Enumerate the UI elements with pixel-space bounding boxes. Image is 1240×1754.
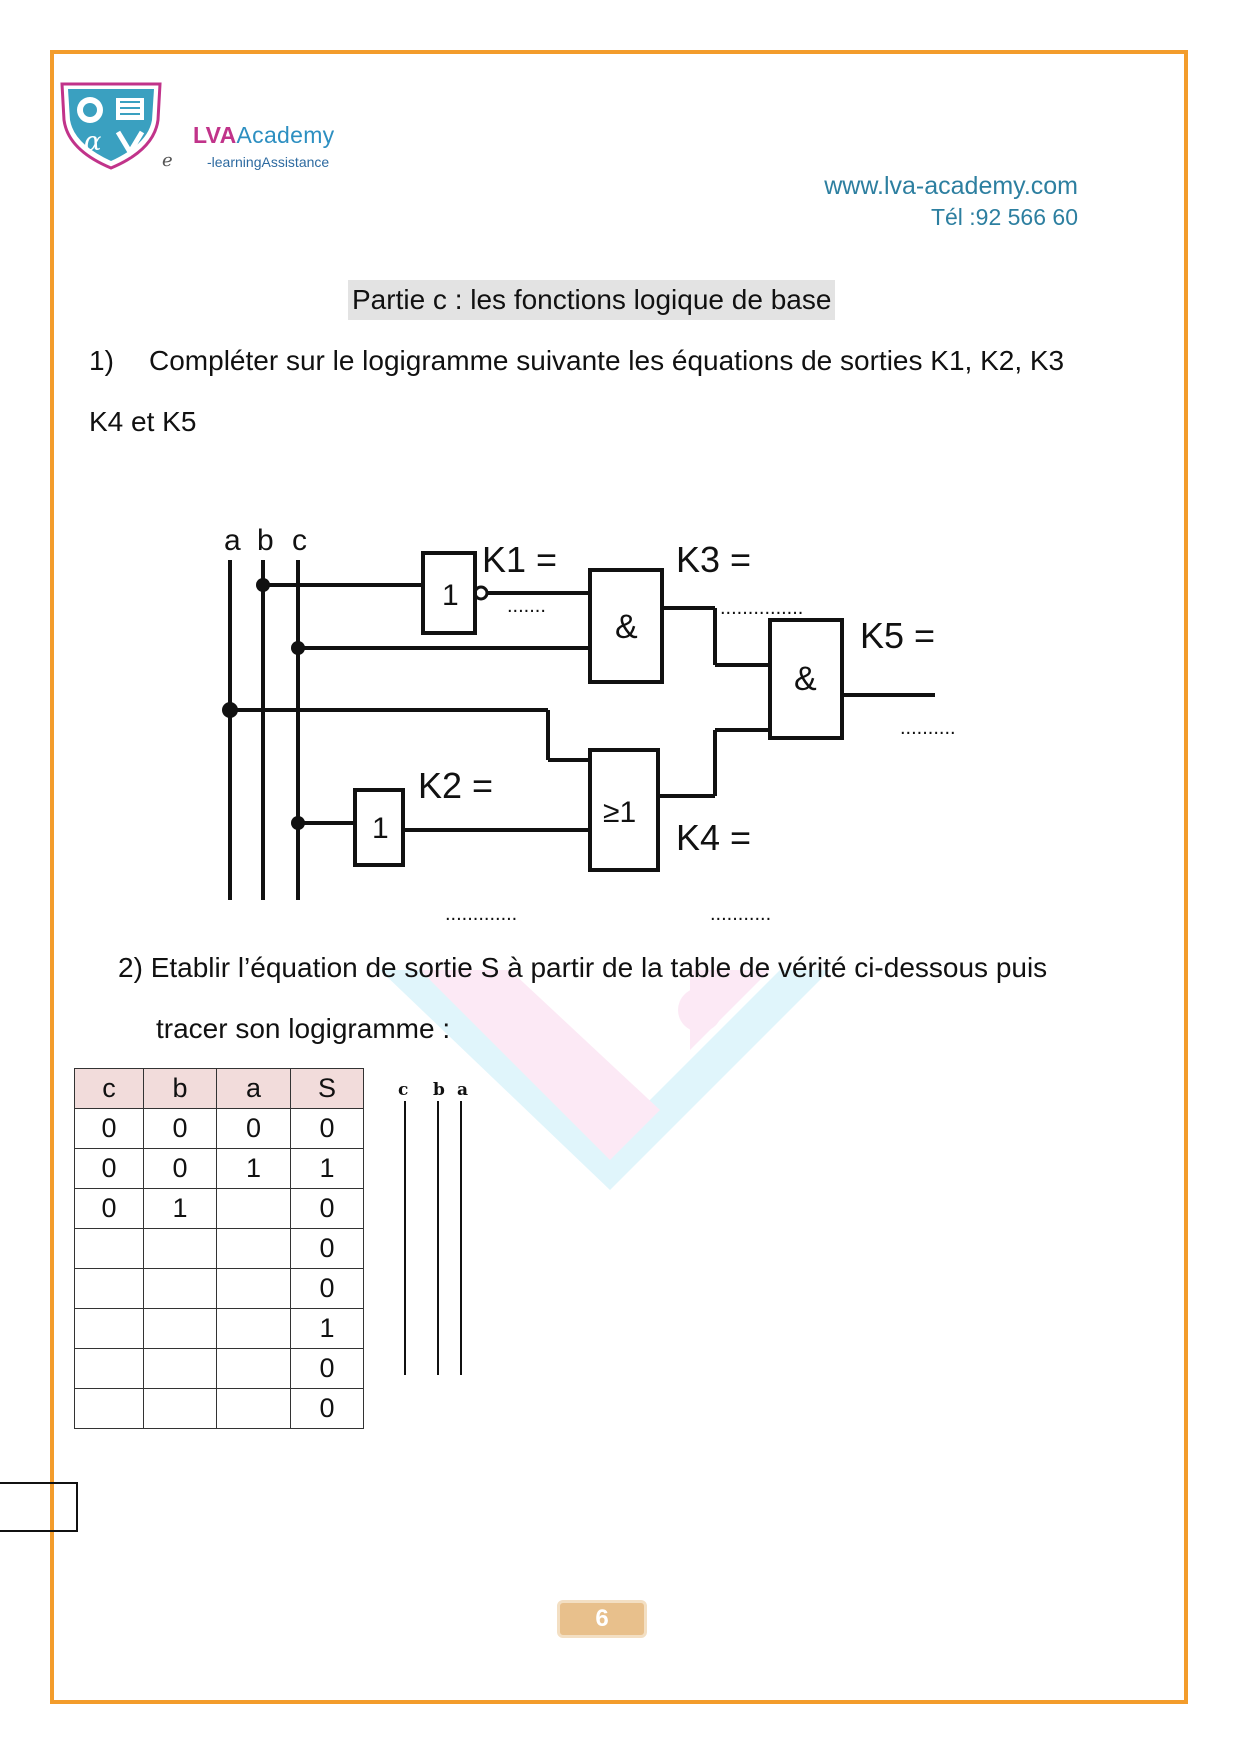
question-2-text: Etablir l’équation de sortie S à partir de la table de vérité ci-dessous puis	[150, 952, 1048, 983]
table-cell[interactable]	[144, 1269, 217, 1309]
lva-logo-icon	[58, 80, 164, 170]
input-label-c: c	[292, 524, 307, 557]
table-cell[interactable]: 0	[217, 1109, 291, 1149]
table-row	[75, 1189, 364, 1229]
question-2	[118, 952, 1047, 984]
gate-k3-symbol: &	[615, 608, 638, 646]
table-cell[interactable]	[217, 1269, 291, 1309]
table-cell[interactable]: 0	[291, 1229, 364, 1269]
question-1-number: 1)	[89, 345, 114, 376]
table-cell[interactable]: 0	[144, 1109, 217, 1149]
section-title: Partie c : les fonctions logique de base	[348, 280, 835, 320]
question-1-text-cont: K4 et K5	[89, 406, 197, 437]
brand-e: e	[162, 150, 173, 171]
k5-blank: ..........	[900, 717, 956, 739]
table-cell[interactable]: 1	[291, 1149, 364, 1189]
question-1	[89, 345, 1064, 377]
logigram-2-inputs	[395, 1075, 485, 1385]
table-cell[interactable]	[144, 1229, 217, 1269]
table-cell[interactable]: 0	[144, 1149, 217, 1189]
k2-blank: .............	[445, 903, 518, 925]
table-cell[interactable]: 1	[291, 1309, 364, 1349]
input-label-b: b	[257, 524, 274, 557]
gate-k1-symbol: 1	[442, 579, 459, 612]
logigram-2-label-b: b	[433, 1080, 445, 1100]
table-cell[interactable]: 1	[144, 1189, 217, 1229]
table-cell[interactable]	[144, 1309, 217, 1349]
table-cell[interactable]: 0	[75, 1189, 144, 1229]
table-cell[interactable]	[217, 1189, 291, 1229]
table-cell[interactable]	[75, 1309, 144, 1349]
table-row	[75, 1149, 364, 1189]
website-link[interactable]: www.lva-academy.com	[824, 172, 1078, 200]
brand-subtitle: -learningAssistance	[207, 154, 330, 170]
k1-blank: .......	[507, 595, 546, 617]
table-cell[interactable]	[217, 1389, 291, 1429]
k2-label: K2 =	[418, 765, 494, 806]
table-cell[interactable]: 0	[291, 1109, 364, 1149]
table-cell[interactable]	[217, 1309, 291, 1349]
k3-blank: ...............	[720, 597, 804, 619]
logigram-2-label-a: a	[457, 1080, 469, 1100]
k3-label: K3 =	[676, 539, 752, 580]
table-cell[interactable]	[144, 1389, 217, 1429]
table-cell[interactable]	[217, 1349, 291, 1389]
header-c: c	[75, 1069, 144, 1109]
side-box	[0, 1482, 78, 1532]
brand-name: LVAAcademy	[193, 122, 335, 148]
question-2-text-cont: tracer son logigramme :	[156, 1013, 451, 1044]
logigram-2-label-c: c	[398, 1080, 409, 1100]
k5-label: K5 =	[860, 615, 936, 656]
header-a: a	[217, 1069, 291, 1109]
page-number: 6	[557, 1600, 647, 1638]
input-label-a: a	[224, 524, 241, 557]
table-row	[75, 1349, 364, 1389]
phone-number: Tél :92 566 60	[930, 204, 1078, 230]
table-row	[75, 1269, 364, 1309]
truth-table	[74, 1068, 364, 1429]
table-cell[interactable]: 0	[75, 1109, 144, 1149]
table-cell[interactable]	[75, 1229, 144, 1269]
question-2-number: 2)	[118, 952, 143, 983]
table-cell[interactable]: 0	[291, 1389, 364, 1429]
gate-k5-symbol: &	[794, 660, 817, 698]
table-row	[75, 1229, 364, 1269]
table-cell[interactable]	[75, 1269, 144, 1309]
truth-table-header	[75, 1069, 364, 1109]
logic-circuit-1	[210, 520, 990, 940]
k1-label: K1 =	[482, 539, 558, 580]
table-row	[75, 1389, 364, 1429]
gate-k2-symbol: 1	[372, 812, 389, 845]
k4-label: K4 =	[676, 817, 752, 858]
header-s: S	[291, 1069, 364, 1109]
table-cell[interactable]: 0	[291, 1349, 364, 1389]
table-cell[interactable]	[75, 1349, 144, 1389]
svg-text:α: α	[84, 127, 102, 157]
table-cell[interactable]: 0	[75, 1149, 144, 1189]
header-b: b	[144, 1069, 217, 1109]
question-1-text: Compléter sur le logigramme suivante les équations de sorties K1, K2, K3	[149, 345, 1065, 376]
gate-k4-symbol: ≥1	[603, 796, 637, 829]
table-row	[75, 1109, 364, 1149]
table-cell[interactable]	[217, 1229, 291, 1269]
table-row	[75, 1309, 364, 1349]
table-cell[interactable]	[144, 1349, 217, 1389]
table-cell[interactable]	[75, 1389, 144, 1429]
k4-blank: ...........	[710, 903, 772, 925]
table-cell[interactable]: 0	[291, 1269, 364, 1309]
table-cell[interactable]: 0	[291, 1189, 364, 1229]
table-cell[interactable]: 1	[217, 1149, 291, 1189]
